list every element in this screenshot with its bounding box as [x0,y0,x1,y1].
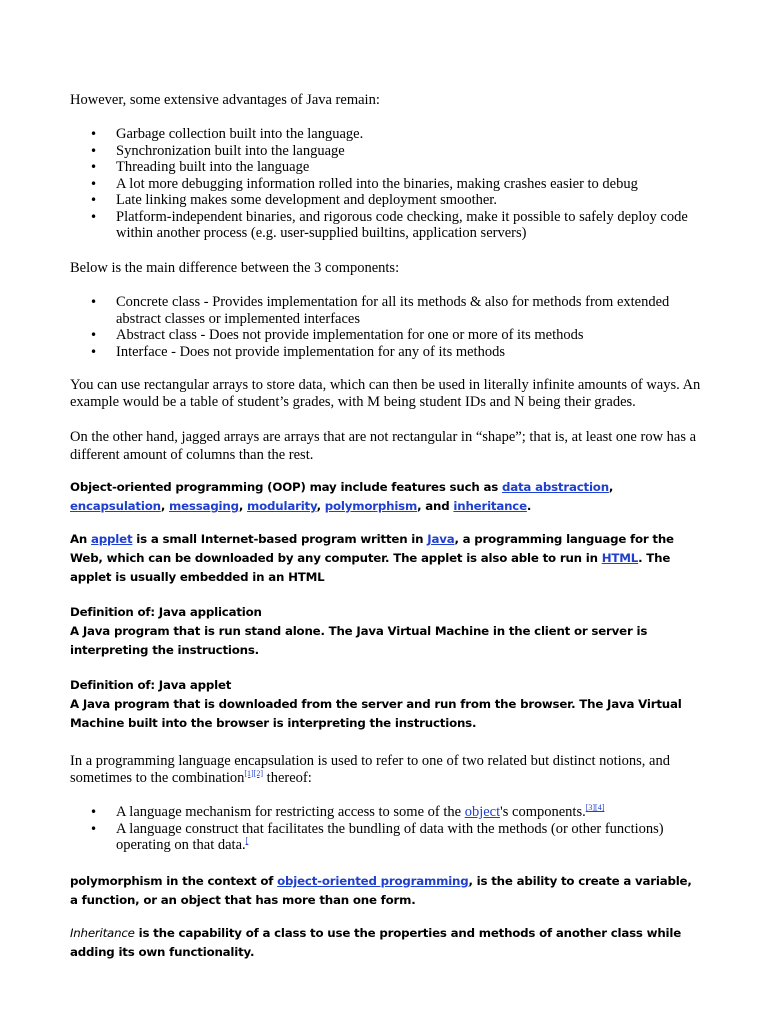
advantages-intro: However, some extensive advantages of Java remain: [70,92,380,108]
list-item: • Concrete class - Provides implementation for all its methods & also for methods from extended abstract classes or implemented interfaces [70,294,702,327]
html-link[interactable]: HTML [601,551,639,565]
polymorphism-text: , is the ability to create a variable, a function, or an object that has more than one form. [70,874,692,907]
definition-title: Definition of: Java applet [70,678,232,692]
components-intro: Below is the main difference between the 3 components: [70,260,400,276]
list-item: • Synchronization built into the language [70,143,702,160]
separator: , and [417,499,454,513]
separator: , [238,499,248,513]
polymorphism-link[interactable]: polymorphism [324,499,418,513]
modularity-link[interactable]: modularity [247,499,317,513]
components-list [70,294,702,360]
oop-text: Object-oriented programming (OOP) may include features such as [70,480,502,494]
inheritance-term: Inheritance [70,926,135,940]
citation-ref [244,769,263,778]
citation-link[interactable]: [ [245,836,249,845]
separator: . [526,499,532,513]
polymorphism-text: polymorphism in the context of [70,874,278,888]
list-item: • Abstract class - Does not provide implementation for one or more of its methods [70,327,702,344]
definition-title: Definition of: Java application [70,605,262,619]
list-item [70,821,702,854]
list-item: • Threading built into the language [70,159,702,176]
list-item: • Late linking makes some development and deployment smoother. [70,192,702,209]
polymorphism-paragraph [70,872,702,910]
encapsulation-paragraph [70,753,702,786]
citation-link[interactable]: [3][4] [585,803,605,812]
item-text: A language mechanism for restricting access to some of the [116,804,465,820]
encapsulation-text: thereof: [263,769,312,786]
encapsulation-list [70,804,702,854]
oop-paragraph [70,478,702,516]
citation-ref [246,836,249,845]
citation-link[interactable]: [1][2] [244,768,264,778]
data-abstraction-link[interactable]: data abstraction [501,480,609,494]
inheritance-paragraph [70,924,702,962]
separator: , [160,499,170,513]
applet-text: An [70,532,92,546]
encapsulation-text: In a programming language encapsulation is used to refer to one of two related but distinct notions, and sometimes to the combination [70,753,670,786]
messaging-link[interactable]: messaging [169,499,239,513]
list-item: • Interface - Does not provide implementation for any of its methods [70,344,702,361]
rectangular-arrays-paragraph: You can use rectangular arrays to store data, which can then be used in literally infinite amounts of ways. An example would be a table of student’s grades, with M being student IDs and N being their grades. [70,377,701,410]
list-item: • Platform-independent binaries, and rigorous code checking, make it possible to safely deploy code within another process (e.g. user-supplied builtins, application servers) [70,209,702,242]
oop-link[interactable]: object-oriented programming [277,874,469,888]
list-item: • A lot more debugging information rolled into the binaries, making crashes easier to debug [70,176,702,193]
list-item [70,804,702,821]
separator: , [316,499,325,513]
list-item: • Garbage collection built into the language. [70,126,702,143]
applet-link[interactable]: applet [91,532,133,546]
applet-text: . The applet is usually embedded in an HTML [70,551,671,584]
applet-text: , a programming language for the Web, which can be downloaded by any computer. The applet is also able to run in [70,532,674,565]
java-link[interactable]: Java [427,532,455,546]
applet-paragraph [70,530,702,587]
advantages-list [70,126,702,242]
definition-body: A Java program that is downloaded from the server and run from the browser. The Java Virtual Machine built into the browser is interpreting the instructions. [70,697,682,730]
java-applet-definition [70,676,702,733]
item-text: A language construct that facilitates the bundling of data with the methods (or other functions) operating on that data. [116,820,664,853]
java-application-definition [70,603,702,660]
jagged-arrays-paragraph: On the other hand, jagged arrays are arrays that are not rectangular in “shape”; that is, at least one row has a different amount of columns than the rest. [70,429,697,463]
applet-text: is a small Internet-based program written in [132,532,428,546]
item-text: 's components. [500,804,586,820]
definition-body: A Java program that is run stand alone. The Java Virtual Machine in the client or server is interpreting the instructions. [70,624,648,657]
encapsulation-link[interactable]: encapsulation [70,499,161,513]
citation-ref [586,803,605,812]
separator: , [608,480,614,494]
inheritance-text: is the capability of a class to use the properties and methods of another class while adding its own functionality. [70,926,682,959]
inheritance-link[interactable]: inheritance [453,499,527,513]
object-link[interactable]: object [464,804,501,820]
